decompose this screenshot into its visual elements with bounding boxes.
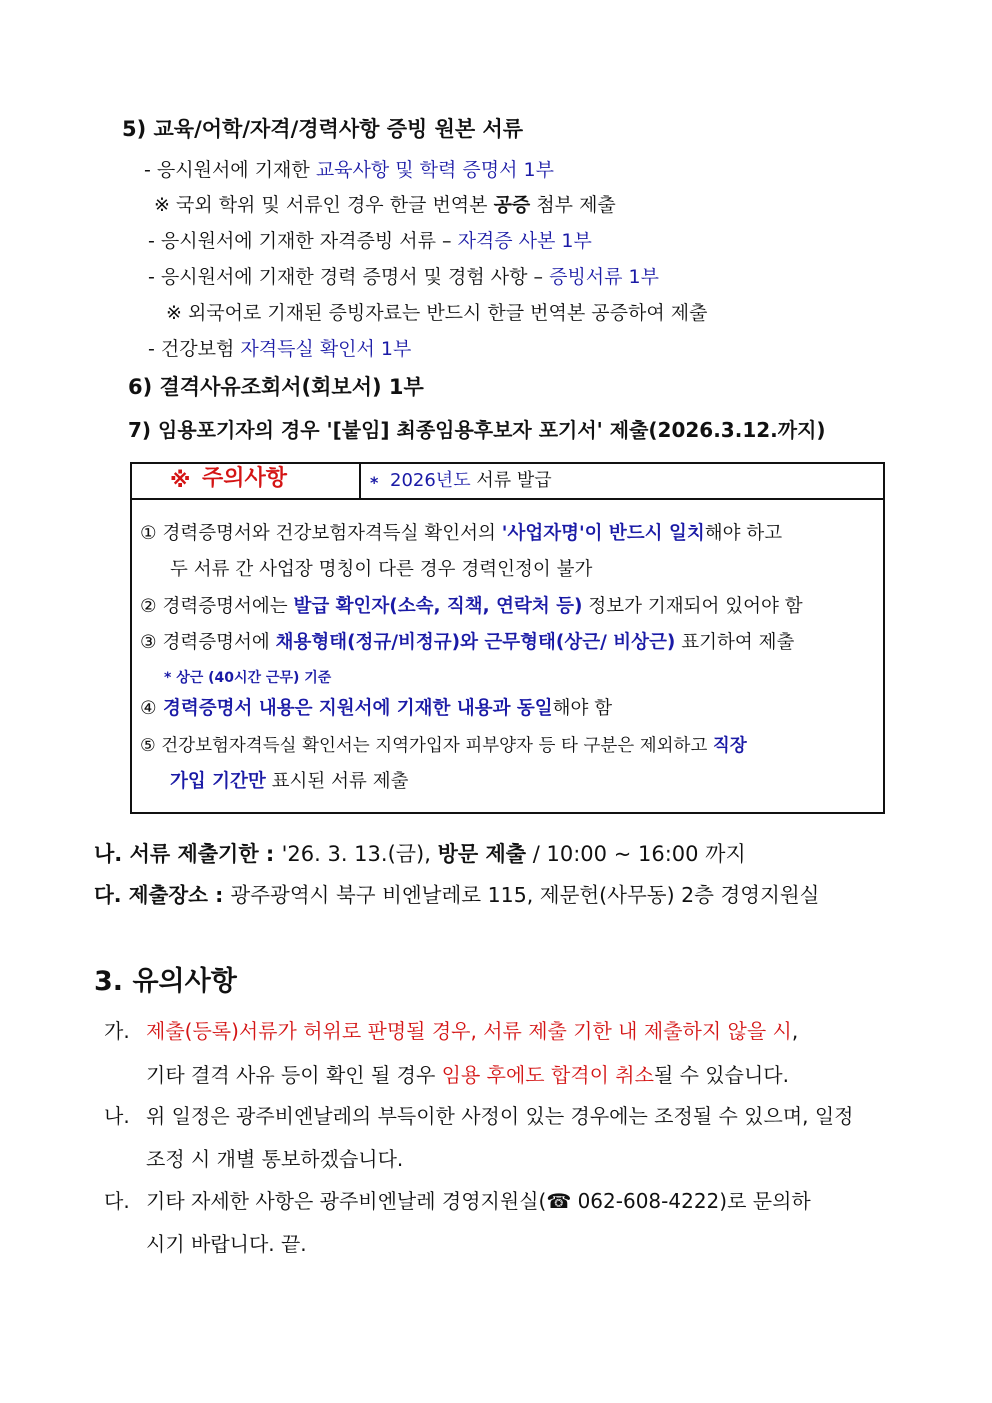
section5-item-career xyxy=(148,265,659,289)
notice-box xyxy=(130,462,885,814)
item-text: 건강보험자격득실 확인서는 지역가입자 피부양자 등 타 구분은 제외하고 xyxy=(155,736,713,756)
item-text: 경력증명서와 건강보험자격득실 확인서의 xyxy=(156,523,502,544)
item-text: - 응시원서에 기재한 xyxy=(144,159,316,181)
submission-place xyxy=(94,883,819,907)
item-number: ② xyxy=(140,596,157,617)
note-suffix: 첨부 제출 xyxy=(530,194,616,216)
section3-heading: 3. 유의사항 xyxy=(94,966,237,997)
item-text: - 건강보험 xyxy=(148,338,241,360)
notice-title: 주의사항 xyxy=(202,466,288,491)
item-text: 경력증명서에는 xyxy=(156,596,294,617)
notice-item-4 xyxy=(140,697,612,721)
item-number: ⑤ xyxy=(140,736,156,756)
item-suffix: 표시된 서류 제출 xyxy=(265,771,409,792)
section7-heading: 7) 임용포기자의 경우 '[붙임] 최종임용후보자 포기서' 제출(2026.3.12.까지) xyxy=(128,418,826,442)
submission-deadline xyxy=(94,842,746,866)
caution-label: 가. xyxy=(104,1019,130,1043)
item-text: - 응시원서에 기재한 경력 증명서 및 경험 사항 – xyxy=(148,266,550,288)
caution-text: 기타 자세한 사항은 광주비엔날레 경영지원실( xyxy=(146,1189,547,1213)
item-highlight: 경력증명서 내용은 지원서에 기재한 내용과 동일 xyxy=(156,698,553,719)
notice-item-1-cont: 두 서류 간 사업장 명칭이 다른 경우 경력인정이 불가 xyxy=(170,559,593,580)
item-suffix: 표기하여 제출 xyxy=(675,632,795,653)
note-bold: 공증 xyxy=(493,194,531,216)
notice-item-2 xyxy=(140,595,803,619)
notice-item-1 xyxy=(140,522,782,546)
section5-note-foreign xyxy=(154,193,616,217)
note-text: ※ 국외 학위 및 서류인 경우 한글 번역본 xyxy=(154,194,494,216)
caution-text: 기타 결격 사유 등이 확인 될 경우 xyxy=(146,1063,442,1087)
item-suffix: 해야 함 xyxy=(552,698,613,719)
caution-suffix: 될 수 있습니다. xyxy=(653,1063,789,1087)
caution-suffix: )로 문의하 xyxy=(719,1189,811,1213)
notice-mark: ※ xyxy=(170,468,191,492)
caution-da-line1 xyxy=(146,1189,811,1213)
item-highlight: 자격증 사본 1부 xyxy=(457,230,592,252)
section6-heading: 6) 결격사유조회서(회보서) 1부 xyxy=(128,375,424,399)
caution-comma: , xyxy=(791,1019,799,1043)
item-highlight: '사업자명'이 반드시 일치 xyxy=(501,523,705,544)
section5-item-insurance xyxy=(148,337,411,361)
deadline-time: / 10:00 ~ 16:00 까지 xyxy=(526,842,746,866)
notice-header xyxy=(132,464,883,500)
item-text: - 응시원서에 기재한 자격증빙 서류 – xyxy=(148,230,458,252)
phone-number: ☎ 062-608-4222 xyxy=(546,1189,720,1213)
caution-da-line2: 시기 바랍니다. 끝. xyxy=(146,1232,307,1256)
section5-note-translation: ※ 외국어로 기재된 증빙자료는 반드시 한글 번역본 공증하여 제출 xyxy=(166,302,708,324)
item-number: ④ xyxy=(140,698,157,719)
section5-item-certificate xyxy=(148,229,592,253)
notice-item-5 xyxy=(140,734,747,758)
caution-red-text: 임용 후에도 합격이 취소 xyxy=(441,1063,654,1087)
item-highlight: 직장 xyxy=(712,736,747,756)
notice-item-5-cont xyxy=(170,770,409,794)
item-highlight: 채용형태(정규/비정규)와 근무형태(상근/ 비상근) xyxy=(275,632,676,653)
notice-title-cell xyxy=(132,464,361,498)
item-text: 경력증명서에 xyxy=(156,632,276,653)
notice-item-3 xyxy=(140,631,794,655)
caution-na-label: 나. xyxy=(104,1104,130,1128)
notice-subtitle-mark: * xyxy=(370,473,379,492)
item-highlight: 증빙서류 1부 xyxy=(549,266,659,288)
caution-da-label: 다. xyxy=(104,1189,130,1213)
caution-red-text: 제출(등록)서류가 허위로 판명될 경우, 서류 제출 기한 내 제출하지 않을 시 xyxy=(146,1019,792,1043)
item-highlight: 발급 확인자(소속, 직책, 연락처 등) xyxy=(293,596,583,617)
item-highlight: 교육사항 및 학력 증명서 1부 xyxy=(315,159,554,181)
subtitle-year: 2026년도 xyxy=(390,470,471,491)
caution-ga xyxy=(104,1019,130,1043)
subtitle-rest: 서류 발급 xyxy=(470,470,552,491)
section5-heading: 5) 교육/어학/자격/경력사항 증빙 원본 서류 xyxy=(122,117,524,141)
place-value: 광주광역시 북구 비엔날레로 115, 제문헌(사무동) 2층 경영지원실 xyxy=(230,883,820,907)
place-label: 다. 제출장소 : xyxy=(94,883,231,907)
caution-ga-line2 xyxy=(146,1063,789,1087)
item-suffix: 정보가 기재되어 있어야 함 xyxy=(582,596,803,617)
section5-item-education xyxy=(144,158,554,182)
caution-na-line1: 위 일정은 광주비엔날레의 부득이한 사정이 있는 경우에는 조정될 수 있으며, 일정 xyxy=(146,1104,854,1128)
item-number: ③ xyxy=(140,632,157,653)
deadline-label: 나. 서류 제출기한 : xyxy=(94,842,282,866)
deadline-method: 방문 제출 xyxy=(437,842,527,866)
caution-na-line2: 조정 시 개별 통보하겠습니다. xyxy=(146,1147,404,1171)
item-highlight: 자격득실 확인서 1부 xyxy=(240,338,412,360)
notice-item-3-note: * 상근 (40시간 근무) 기준 xyxy=(164,670,332,686)
deadline-date: '26. 3. 13.(금), xyxy=(281,842,438,866)
caution-ga-line1 xyxy=(146,1019,798,1043)
notice-subtitle xyxy=(390,469,552,493)
item-suffix: 해야 하고 xyxy=(704,523,783,544)
item-number: ① xyxy=(140,523,157,544)
item-highlight: 가입 기간만 xyxy=(170,771,266,792)
